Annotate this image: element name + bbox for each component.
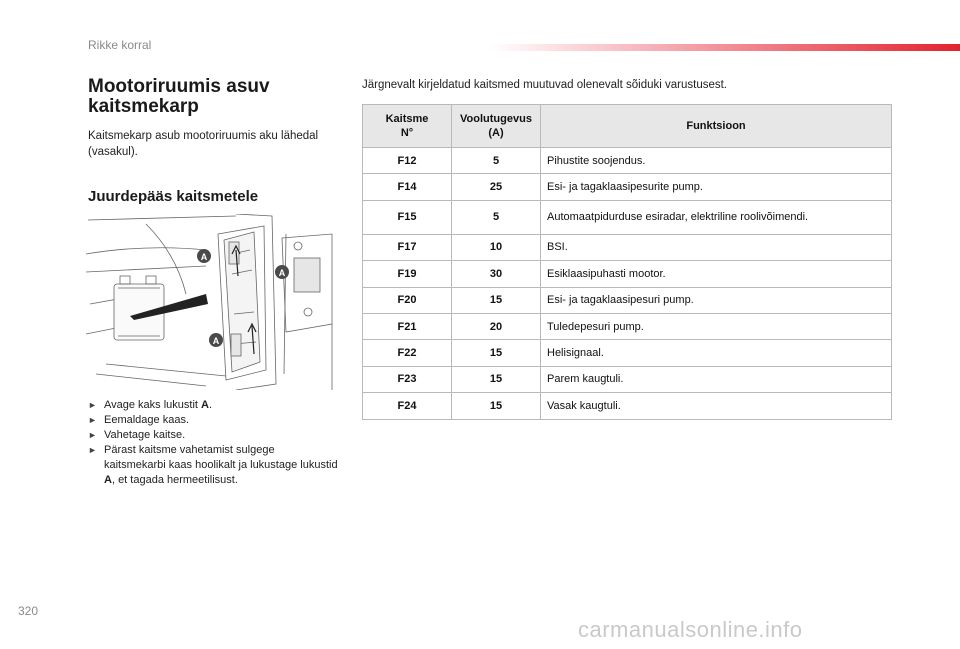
table-note: Järgnevalt kirjeldatud kaitsmed muutuvad olenevalt sõiduki varustusest. [362,79,727,91]
fuse-function: Automaatpidurduse esiradar, elektriline roolivõimendi. [541,200,892,234]
table-row [363,393,892,419]
fuse-amps: 20 [452,313,541,339]
step-text: Eemaldage kaas. [104,414,189,426]
page-title [88,77,348,117]
fuse-number: F21 [363,313,452,339]
table-row [363,261,892,287]
fuse-amps: 15 [452,393,541,419]
fuse-amps: 10 [452,234,541,260]
watermark: carmanualsonline.info [578,617,803,642]
marker-label: A [212,336,220,346]
step-bold: A [201,399,209,411]
fuse-number: F19 [363,261,452,287]
fuse-amps: 15 [452,287,541,313]
fuse-function: BSI. [541,234,892,260]
fuse-amps: 25 [452,174,541,200]
fuse-amps: 30 [452,261,541,287]
fuse-number: F17 [363,234,452,260]
section-subtitle: Juurdepääs kaitsmetele [88,188,259,205]
table-row [363,148,892,174]
header-amps: Voolutugevus (A) [452,105,541,148]
table-row [363,340,892,366]
step-item [88,443,338,488]
fuse-amps: 15 [452,366,541,392]
latch-a-marker [275,265,289,279]
fuse-number: F20 [363,287,452,313]
step-item [88,428,338,443]
table-row [363,174,892,200]
fuse-number: F15 [363,200,452,234]
step-after: . [208,399,213,411]
fuse-number: F12 [363,148,452,174]
step-item [88,413,338,428]
table-row [363,287,892,313]
bullet-arrow-icon: ► [88,415,97,425]
table-row [363,366,892,392]
page-title-line2: kaitsmekarp [88,96,199,117]
step-after: , et tagada hermeetilisust. [111,474,238,486]
latch-a-marker [197,249,211,263]
fuse-number: F24 [363,393,452,419]
bullet-arrow-icon: ► [88,400,97,410]
fuse-amps: 5 [452,200,541,234]
header-accent-bar [490,44,960,51]
marker-label: A [278,268,286,278]
step-item [88,398,338,413]
page-title-line1: Mootoriruumis asuv [88,76,270,97]
fuse-function: Tuledepesuri pump. [541,313,892,339]
table-header-row [363,105,892,148]
fuse-number: F22 [363,340,452,366]
step-bold: A [104,474,112,486]
table-row [363,313,892,339]
fuse-number: F23 [363,366,452,392]
page-number: 320 [18,604,39,618]
header-function: Funktsioon [541,105,892,148]
fuse-box-illustration [86,214,334,390]
fuse-function: Parem kaugtuli. [541,366,892,392]
fuse-number: F14 [363,174,452,200]
table-row [363,234,892,260]
latch-a-marker [209,333,223,347]
intro-text: Kaitsmekarp asub mootoriruumis aku lähedal (vasakul). [88,130,319,158]
step-text: Vahetage kaitse. [104,429,186,441]
fuse-function: Helisignaal. [541,340,892,366]
marker-label: A [200,252,208,262]
section-label: Rikke korral [88,38,152,52]
fuse-function: Esi- ja tagaklaasipesuri pump. [541,287,892,313]
fuse-function: Esi- ja tagaklaasipesurite pump. [541,174,892,200]
fuse-amps: 5 [452,148,541,174]
step-text: Pärast kaitsme vahetamist sulgege kaitsmekarbi kaas hoolikalt ja lukustage lukustid [104,444,338,471]
bullet-arrow-icon: ► [88,430,97,440]
header-fuse: Kaitsme N° [363,105,452,148]
fuse-function: Vasak kaugtuli. [541,393,892,419]
steps-list [88,398,338,488]
step-text: Avage kaks lukustit [104,399,202,411]
fuse-function: Pihustite soojendus. [541,148,892,174]
fuse-table [362,104,892,420]
table-row [363,200,892,234]
fuse-amps: 15 [452,340,541,366]
bullet-arrow-icon: ► [88,445,97,455]
fuse-function: Esiklaasipuhasti mootor. [541,261,892,287]
